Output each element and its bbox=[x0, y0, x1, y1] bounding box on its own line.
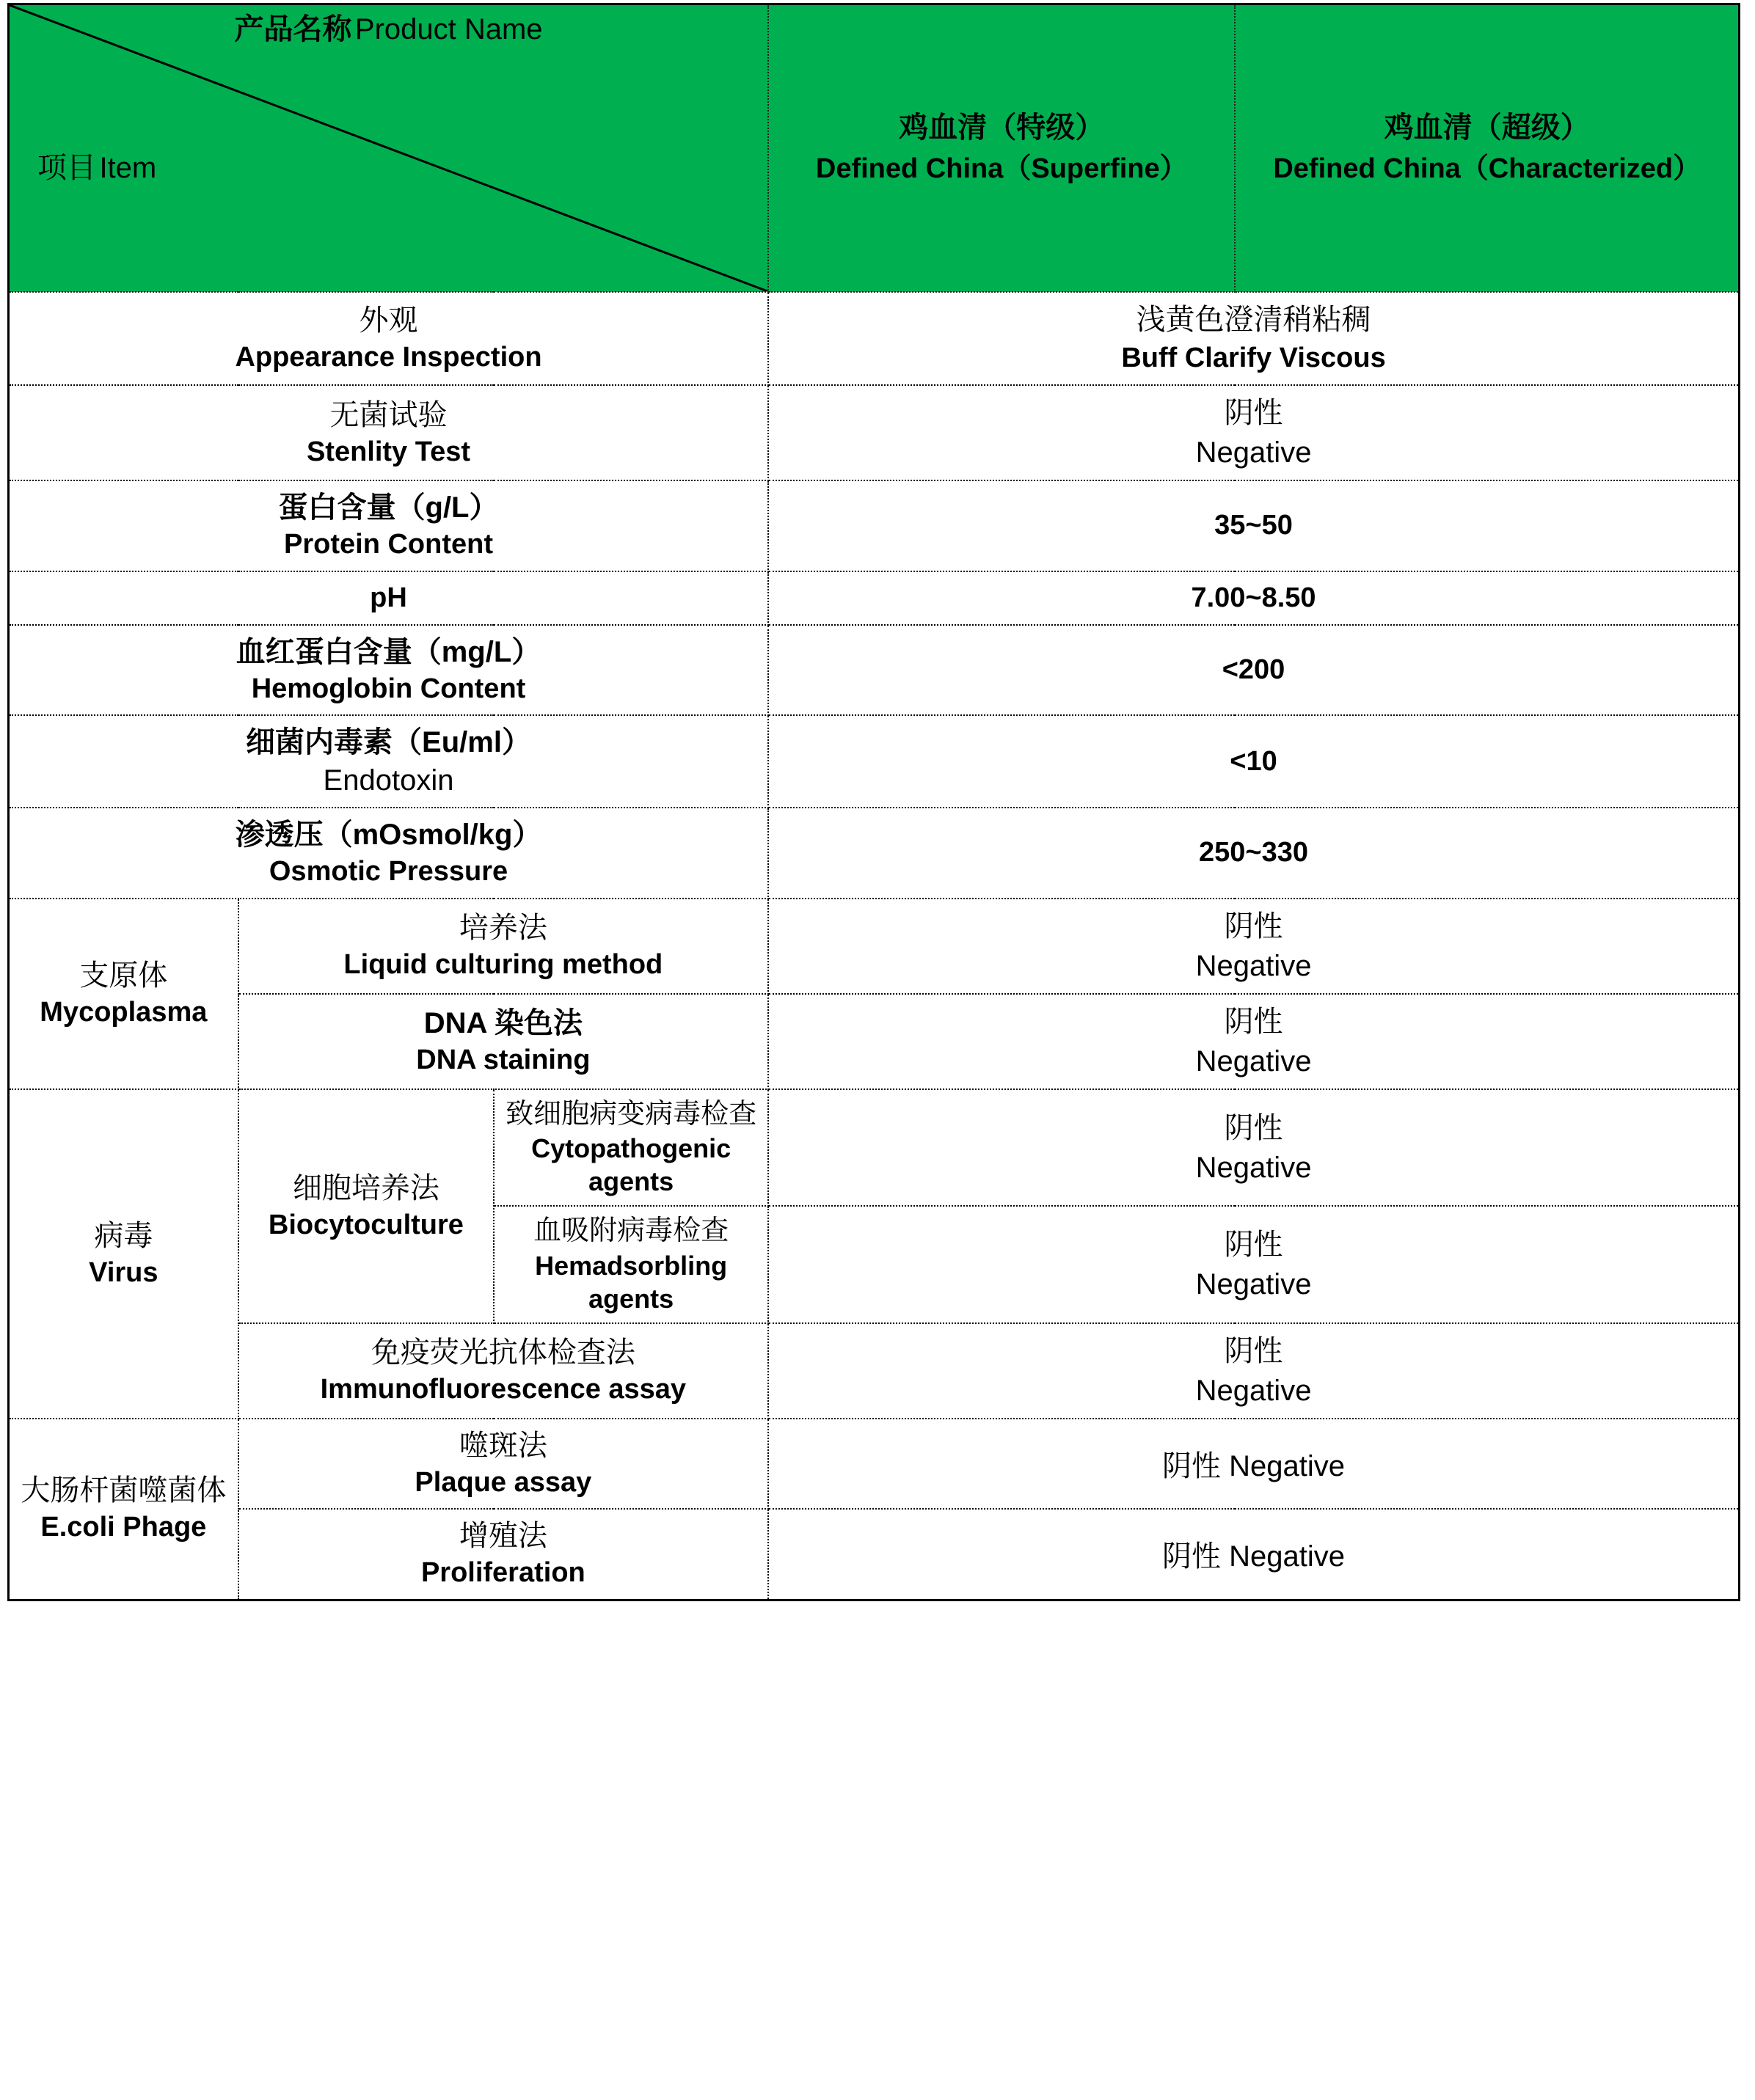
subrow-item-cn: 致细胞病变病毒检查 bbox=[506, 1098, 757, 1130]
method-label-cn: 细胞培养法 bbox=[292, 1171, 439, 1204]
subrow-value-cn: 阴性 bbox=[1224, 910, 1283, 943]
row-item-cn: 血红蛋白含量（mg/L） bbox=[236, 635, 541, 668]
subrow-value-cn: 阴性 bbox=[1224, 1111, 1283, 1144]
header-product-name-en: Product Name bbox=[354, 13, 543, 45]
row-value-cn: 浅黄色澄清稍粘稠 bbox=[1136, 304, 1371, 336]
specification-table bbox=[7, 3, 1740, 1601]
row-item-en: Endotoxin bbox=[323, 764, 454, 797]
header-column-characterized-en: Defined China（Characterized） bbox=[1273, 153, 1701, 185]
table-row bbox=[9, 715, 1740, 808]
subrow-item-en: Proliferation bbox=[420, 1557, 585, 1589]
group-label-cn: 大肠杆菌噬菌体 bbox=[21, 1474, 227, 1507]
subrow-item-cytopathogenic bbox=[494, 1089, 768, 1207]
header-diagonal-cell bbox=[10, 5, 767, 291]
row-item-en: Stenlity Test bbox=[306, 436, 471, 467]
subrow-item-cn: DNA 染色法 bbox=[423, 1007, 583, 1040]
row-item-ph bbox=[9, 571, 769, 625]
group-label-en: Virus bbox=[89, 1256, 158, 1288]
method-label-biocytoculture bbox=[238, 1089, 495, 1323]
group-label-en: E.coli Phage bbox=[40, 1512, 207, 1543]
table-row bbox=[9, 1419, 1740, 1509]
subrow-item-cn: 增殖法 bbox=[459, 1520, 547, 1553]
row-item-en: Protein Content bbox=[284, 529, 493, 560]
subrow-value-cytopathogenic bbox=[768, 1089, 1739, 1207]
subrow-value-en: Negative bbox=[1195, 1374, 1312, 1407]
row-value-en: 250~330 bbox=[1199, 837, 1308, 868]
subrow-value-inline: 阴性 Negative bbox=[1162, 1449, 1345, 1482]
row-item-sterility bbox=[9, 385, 769, 480]
header-column-characterized-cn: 鸡血清（超级） bbox=[1384, 111, 1590, 144]
subrow-item-en: Plaque assay bbox=[415, 1466, 592, 1498]
header-item-cn: 项目 bbox=[37, 152, 96, 184]
row-item-cn: 细菌内毒素（Eu/ml） bbox=[246, 726, 531, 759]
row-item-en: pH bbox=[370, 582, 407, 613]
row-value-en: 7.00~8.50 bbox=[1191, 582, 1316, 613]
row-value-ph bbox=[768, 571, 1739, 625]
row-value-osmotic bbox=[768, 808, 1739, 898]
header-column-superfine-en: Defined China（Superfine） bbox=[815, 153, 1188, 185]
group-label-ecoli-phage bbox=[9, 1419, 238, 1600]
subrow-item-cn: 免疫荧光抗体检查法 bbox=[371, 1336, 635, 1369]
row-item-cn: 蛋白含量（g/L） bbox=[278, 491, 499, 524]
row-item-appearance bbox=[9, 292, 769, 385]
row-item-cn: 无菌试验 bbox=[329, 398, 448, 431]
row-item-en: Osmotic Pressure bbox=[269, 856, 508, 888]
row-item-hemoglobin bbox=[9, 625, 769, 715]
group-label-virus bbox=[9, 1089, 238, 1419]
header-column-characterized bbox=[1235, 4, 1739, 293]
subrow-item-proliferation bbox=[238, 1509, 768, 1600]
subrow-value-proliferation bbox=[768, 1509, 1739, 1600]
row-value-cn: 阴性 bbox=[1224, 397, 1283, 430]
subrow-item-en: Immunofluorescence assay bbox=[320, 1374, 687, 1405]
row-value-en: <10 bbox=[1230, 745, 1277, 777]
row-value-en: <200 bbox=[1222, 654, 1285, 686]
table-row bbox=[9, 1089, 1740, 1207]
row-item-protein bbox=[9, 480, 769, 571]
table-row bbox=[9, 1509, 1740, 1600]
table-row bbox=[9, 480, 1740, 571]
row-value-appearance bbox=[768, 292, 1739, 385]
row-value-sterility bbox=[768, 385, 1739, 480]
table-row bbox=[9, 899, 1740, 994]
subrow-item-hemadsorbling bbox=[494, 1206, 768, 1323]
group-label-cn: 支原体 bbox=[79, 959, 168, 992]
subrow-value-en: Negative bbox=[1195, 949, 1312, 982]
subrow-item-en: Liquid culturing method bbox=[343, 949, 663, 981]
subrow-item-immunofluorescence bbox=[238, 1323, 768, 1419]
table-row bbox=[9, 385, 1740, 480]
group-label-cn: 病毒 bbox=[94, 1219, 153, 1252]
header-item-product-cell bbox=[9, 4, 769, 293]
row-value-en: 35~50 bbox=[1214, 510, 1293, 541]
table-row bbox=[9, 625, 1740, 715]
subrow-item-cn: 噬斑法 bbox=[459, 1429, 547, 1462]
table-row bbox=[9, 808, 1740, 898]
subrow-value-plaque-assay bbox=[768, 1419, 1739, 1509]
subrow-value-hemadsorbling bbox=[768, 1206, 1739, 1323]
row-item-en: Hemoglobin Content bbox=[251, 673, 526, 704]
subrow-value-en: Negative bbox=[1195, 1151, 1312, 1184]
subrow-value-immunofluorescence bbox=[768, 1323, 1739, 1419]
subrow-item-en: DNA staining bbox=[416, 1044, 591, 1076]
subrow-item-plaque-assay bbox=[238, 1419, 768, 1509]
row-value-endotoxin bbox=[768, 715, 1739, 808]
header-item-label bbox=[37, 144, 156, 191]
subrow-value-cn: 阴性 bbox=[1224, 1229, 1283, 1262]
table-row bbox=[9, 994, 1740, 1089]
header-item-en: Item bbox=[99, 152, 157, 184]
group-label-en: Mycoplasma bbox=[40, 997, 208, 1028]
header-product-name bbox=[10, 11, 767, 48]
subrow-item-en: Hemadsorbling agents bbox=[535, 1250, 728, 1314]
row-value-hemoglobin bbox=[768, 625, 1739, 715]
subrow-item-liquid-culturing bbox=[238, 899, 768, 994]
subrow-value-cn: 阴性 bbox=[1224, 1005, 1283, 1038]
table-header-row bbox=[9, 4, 1740, 293]
group-label-mycoplasma bbox=[9, 899, 238, 1089]
row-item-en: Appearance Inspection bbox=[235, 341, 542, 373]
table-row bbox=[9, 292, 1740, 385]
subrow-item-en: Cytopathogenic agents bbox=[531, 1133, 731, 1197]
subrow-value-inline: 阴性 Negative bbox=[1162, 1540, 1345, 1573]
row-value-en: Negative bbox=[1195, 436, 1312, 469]
header-product-name-cn: 产品名称 bbox=[234, 13, 352, 45]
row-item-cn: 外观 bbox=[359, 304, 418, 337]
row-item-osmotic bbox=[9, 808, 769, 898]
row-value-en: Buff Clarify Viscous bbox=[1121, 343, 1386, 373]
subrow-value-liquid-culturing bbox=[768, 899, 1739, 994]
row-item-endotoxin bbox=[9, 715, 769, 808]
header-column-superfine-cn: 鸡血清（特级） bbox=[899, 111, 1105, 144]
subrow-value-en: Negative bbox=[1195, 1268, 1312, 1301]
subrow-value-en: Negative bbox=[1195, 1044, 1312, 1078]
subrow-item-cn: 培养法 bbox=[459, 912, 547, 945]
subrow-value-dna-staining bbox=[768, 994, 1739, 1089]
table-row bbox=[9, 571, 1740, 625]
header-column-superfine bbox=[768, 4, 1235, 293]
row-value-protein bbox=[768, 480, 1739, 571]
table-row bbox=[9, 1323, 1740, 1419]
subrow-value-cn: 阴性 bbox=[1224, 1334, 1283, 1367]
method-label-en: Biocytoculture bbox=[268, 1209, 464, 1240]
row-item-cn: 渗透压（mOsmol/kg） bbox=[235, 819, 542, 852]
subrow-item-dna-staining bbox=[238, 994, 768, 1089]
subrow-item-cn: 血吸附病毒检查 bbox=[533, 1215, 729, 1247]
